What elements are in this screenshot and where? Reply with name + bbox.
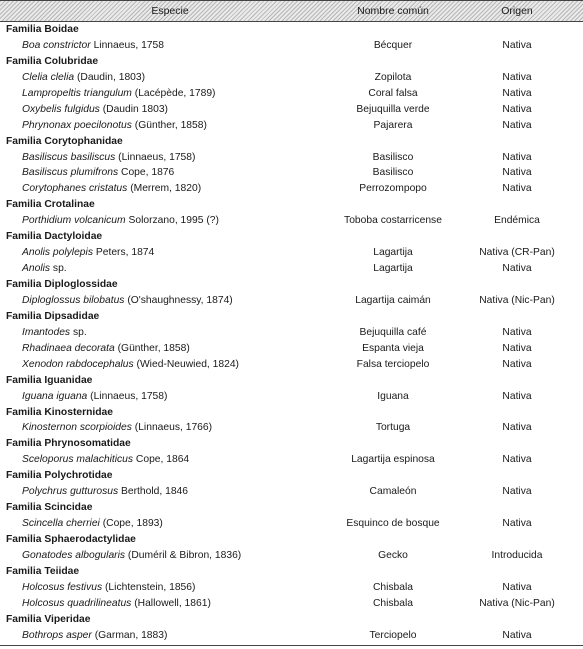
family-row: Familia Teiidae	[6, 565, 80, 577]
species-row	[0, 548, 583, 564]
scientific-name: Diploglossus bilobatus	[22, 294, 125, 306]
common-name: Chisbala	[372, 581, 414, 593]
common-name: Bejuquilla café	[359, 326, 427, 338]
family-row: Familia Dipsadidae	[6, 310, 100, 322]
table-header	[0, 0, 583, 22]
species-author: (Daudin, 1803)	[76, 71, 146, 83]
species-row	[0, 150, 583, 166]
common-name: Iguana	[377, 390, 409, 402]
scientific-name: Clelia clelia	[22, 71, 75, 83]
species-name	[22, 389, 167, 405]
origin: Nativa	[502, 454, 532, 466]
origin: Nativa	[502, 119, 532, 131]
origin: Nativa	[502, 422, 532, 434]
origin: Nativa	[502, 358, 532, 370]
origin: Nativa	[502, 629, 532, 641]
species-author: (Daudin 1803)	[102, 103, 168, 115]
species-author: Cope, 1876	[121, 167, 175, 179]
scientific-name: Holcosus festivus	[22, 581, 103, 593]
species-author: (Duméril & Bibron, 1836)	[127, 549, 242, 561]
scientific-name: Kinosternon scorpioides	[22, 422, 132, 434]
common-name: Lagartija espinosa	[351, 454, 435, 466]
origin: Nativa	[502, 518, 532, 530]
common-name: Tortuga	[375, 422, 411, 434]
species-name	[22, 102, 168, 118]
family-row: Familia Crotalinae	[6, 199, 95, 211]
scientific-name: Corytophanes cristatus	[22, 183, 128, 195]
scientific-name: Iguana iguana	[22, 390, 88, 402]
species-name	[22, 580, 195, 596]
common-name: Falsa terciopelo	[356, 358, 430, 370]
species-author: (Günther, 1858)	[117, 342, 190, 354]
species-row	[0, 452, 583, 468]
species-name	[22, 341, 190, 357]
species-author: (O'shaughnessy, 1874)	[127, 294, 233, 306]
species-author: Peters, 1874	[95, 247, 155, 259]
family-row: Familia Scincidae	[6, 502, 93, 514]
species-row	[0, 245, 583, 261]
scientific-name: Sceloporus malachiticus	[22, 454, 134, 466]
origin: Nativa	[502, 263, 532, 275]
origin: Nativa	[502, 151, 532, 163]
origin: Nativa	[502, 183, 532, 195]
scientific-name: Bothrops asper	[22, 629, 92, 641]
species-author: (Linnaeus, 1758)	[90, 390, 168, 402]
common-name: Zopilota	[374, 71, 412, 83]
species-name	[22, 596, 211, 612]
origin: Nativa	[502, 342, 532, 354]
origin: Nativa (Nic-Pan)	[479, 294, 555, 306]
scientific-name: Oxybelis fulgidus	[22, 103, 100, 115]
common-name: Basilisco	[372, 167, 414, 179]
species-name	[22, 357, 239, 373]
scientific-name: Phrynonax poecilonotus	[22, 119, 132, 131]
species-name	[22, 245, 154, 261]
scientific-name: Basiliscus plumifrons	[22, 167, 119, 179]
species-row	[0, 38, 583, 54]
family-row: Familia Diploglossidae	[6, 279, 118, 290]
bottom-rule	[0, 645, 583, 646]
species-name	[22, 213, 219, 229]
species-author: (Wied-Neuwied, 1824)	[136, 358, 239, 370]
species-author: sp.	[72, 326, 87, 338]
scientific-name: Boa constrictor	[22, 39, 91, 51]
origin: Introducida	[491, 549, 543, 561]
table-body	[0, 22, 583, 644]
species-name	[22, 516, 163, 532]
scientific-name: Imantodes	[22, 326, 71, 338]
scientific-name: Anolis polylepis	[22, 247, 93, 259]
family-row: Familia Kinosternidae	[6, 406, 114, 418]
family-row: Familia Dactyloidae	[6, 231, 103, 243]
scientific-name: Anolis	[22, 263, 51, 275]
species-author: Solorzano, 1995 (?)	[128, 215, 219, 227]
species-author: Linnaeus, 1758	[93, 39, 164, 51]
species-author: Cope, 1864	[135, 454, 190, 466]
species-row	[0, 516, 583, 532]
origin: Nativa	[502, 103, 532, 115]
species-row	[0, 293, 583, 309]
species-name	[22, 484, 188, 500]
origin: Nativa (Nic-Pan)	[479, 597, 555, 609]
scientific-name: Xenodon rabdocephalus	[22, 358, 134, 370]
species-name	[22, 70, 145, 86]
scientific-name: Scincella cherriei	[22, 518, 100, 530]
species-author: sp.	[52, 263, 67, 275]
family-row: Familia Iguanidae	[6, 374, 93, 386]
species-name	[22, 452, 189, 468]
species-row	[0, 341, 583, 357]
scientific-name: Rhadinaea decorata	[22, 342, 115, 354]
common-name: Lagartija	[373, 263, 413, 275]
species-author: (Merrem, 1820)	[130, 183, 202, 195]
scientific-name: Holcosus quadrilineatus	[22, 597, 132, 609]
common-name: Perrozompopo	[359, 183, 427, 195]
common-name: Esquinco de bosque	[346, 518, 440, 530]
header-especie: Especie	[151, 5, 189, 17]
header-nombre-comun: Nombre común	[357, 5, 429, 17]
common-name: Toboba costarricense	[344, 215, 442, 227]
common-name: Gecko	[378, 549, 408, 561]
common-name: Bejuquilla verde	[356, 103, 430, 115]
species-row	[0, 165, 583, 181]
scientific-name: Basiliscus basiliscus	[22, 151, 116, 163]
origin: Nativa	[502, 167, 532, 179]
family-row: Familia Viperidae	[6, 613, 91, 625]
species-row	[0, 261, 583, 277]
common-name: Basilisco	[372, 151, 414, 163]
species-name	[22, 150, 195, 166]
origin: Endémica	[494, 215, 540, 227]
common-name: Lagartija caimán	[355, 294, 431, 306]
scientific-name: Porthidium volcanicum	[22, 215, 126, 227]
family-row: Familia Phrynosomatidae	[6, 438, 131, 450]
origin: Nativa	[502, 87, 532, 99]
common-name: Bécquer	[373, 39, 413, 51]
origin: Nativa (CR-Pan)	[479, 247, 555, 259]
common-name: Lagartija	[373, 247, 413, 259]
species-name	[22, 118, 207, 134]
species-row	[0, 102, 583, 118]
species-name	[22, 38, 164, 54]
species-name	[22, 86, 216, 102]
species-author: (Hallowell, 1861)	[134, 597, 211, 609]
scientific-name: Lampropeltis triangulum	[22, 87, 132, 99]
species-row	[0, 181, 583, 197]
species-row	[0, 484, 583, 500]
species-name	[22, 548, 241, 564]
species-author: (Linnaeus, 1766)	[134, 422, 213, 434]
species-author: (Lacépède, 1789)	[134, 87, 216, 99]
family-row: Familia Polychrotidae	[6, 470, 113, 482]
species-name	[22, 293, 233, 309]
common-name: Camaleón	[369, 486, 417, 498]
species-name	[22, 420, 212, 436]
species-author: Berthold, 1846	[121, 486, 189, 498]
species-row	[0, 86, 583, 102]
scientific-name: Polychrus gutturosus	[22, 486, 119, 498]
species-author: (Cope, 1893)	[102, 518, 163, 530]
species-row	[0, 389, 583, 405]
common-name: Chisbala	[372, 597, 414, 609]
origin: Nativa	[502, 486, 532, 498]
family-row: Familia Boidae	[6, 24, 79, 35]
species-author: (Lichtenstein, 1856)	[105, 581, 196, 593]
common-name: Espanta vieja	[362, 342, 424, 354]
species-name	[22, 325, 87, 341]
family-row: Familia Sphaerodactylidae	[6, 534, 136, 545]
origin: Nativa	[502, 581, 532, 593]
scientific-name: Gonatodes albogularis	[22, 549, 126, 561]
origin: Nativa	[502, 390, 532, 402]
species-row	[0, 580, 583, 596]
species-row	[0, 420, 583, 436]
origin: Nativa	[502, 326, 532, 338]
common-name: Terciopelo	[369, 629, 417, 641]
header-origen: Origen	[501, 5, 533, 17]
common-name: Pajarera	[373, 119, 413, 131]
species-name	[22, 628, 167, 644]
species-row	[0, 70, 583, 86]
species-author: (Günther, 1858)	[134, 119, 207, 131]
species-row	[0, 357, 583, 373]
species-row	[0, 213, 583, 229]
origin: Nativa	[502, 39, 532, 51]
species-row	[0, 596, 583, 612]
family-row: Familia Corytophanidae	[6, 135, 123, 147]
species-row	[0, 118, 583, 134]
species-author: (Linnaeus, 1758)	[118, 151, 196, 163]
species-name	[22, 261, 67, 277]
species-row	[0, 325, 583, 341]
origin: Nativa	[502, 71, 532, 83]
species-name	[22, 181, 201, 197]
species-name	[22, 165, 174, 181]
species-row	[0, 628, 583, 644]
common-name: Coral falsa	[368, 87, 418, 99]
family-row: Familia Colubridae	[6, 55, 99, 67]
species-author: (Garman, 1883)	[94, 629, 168, 641]
